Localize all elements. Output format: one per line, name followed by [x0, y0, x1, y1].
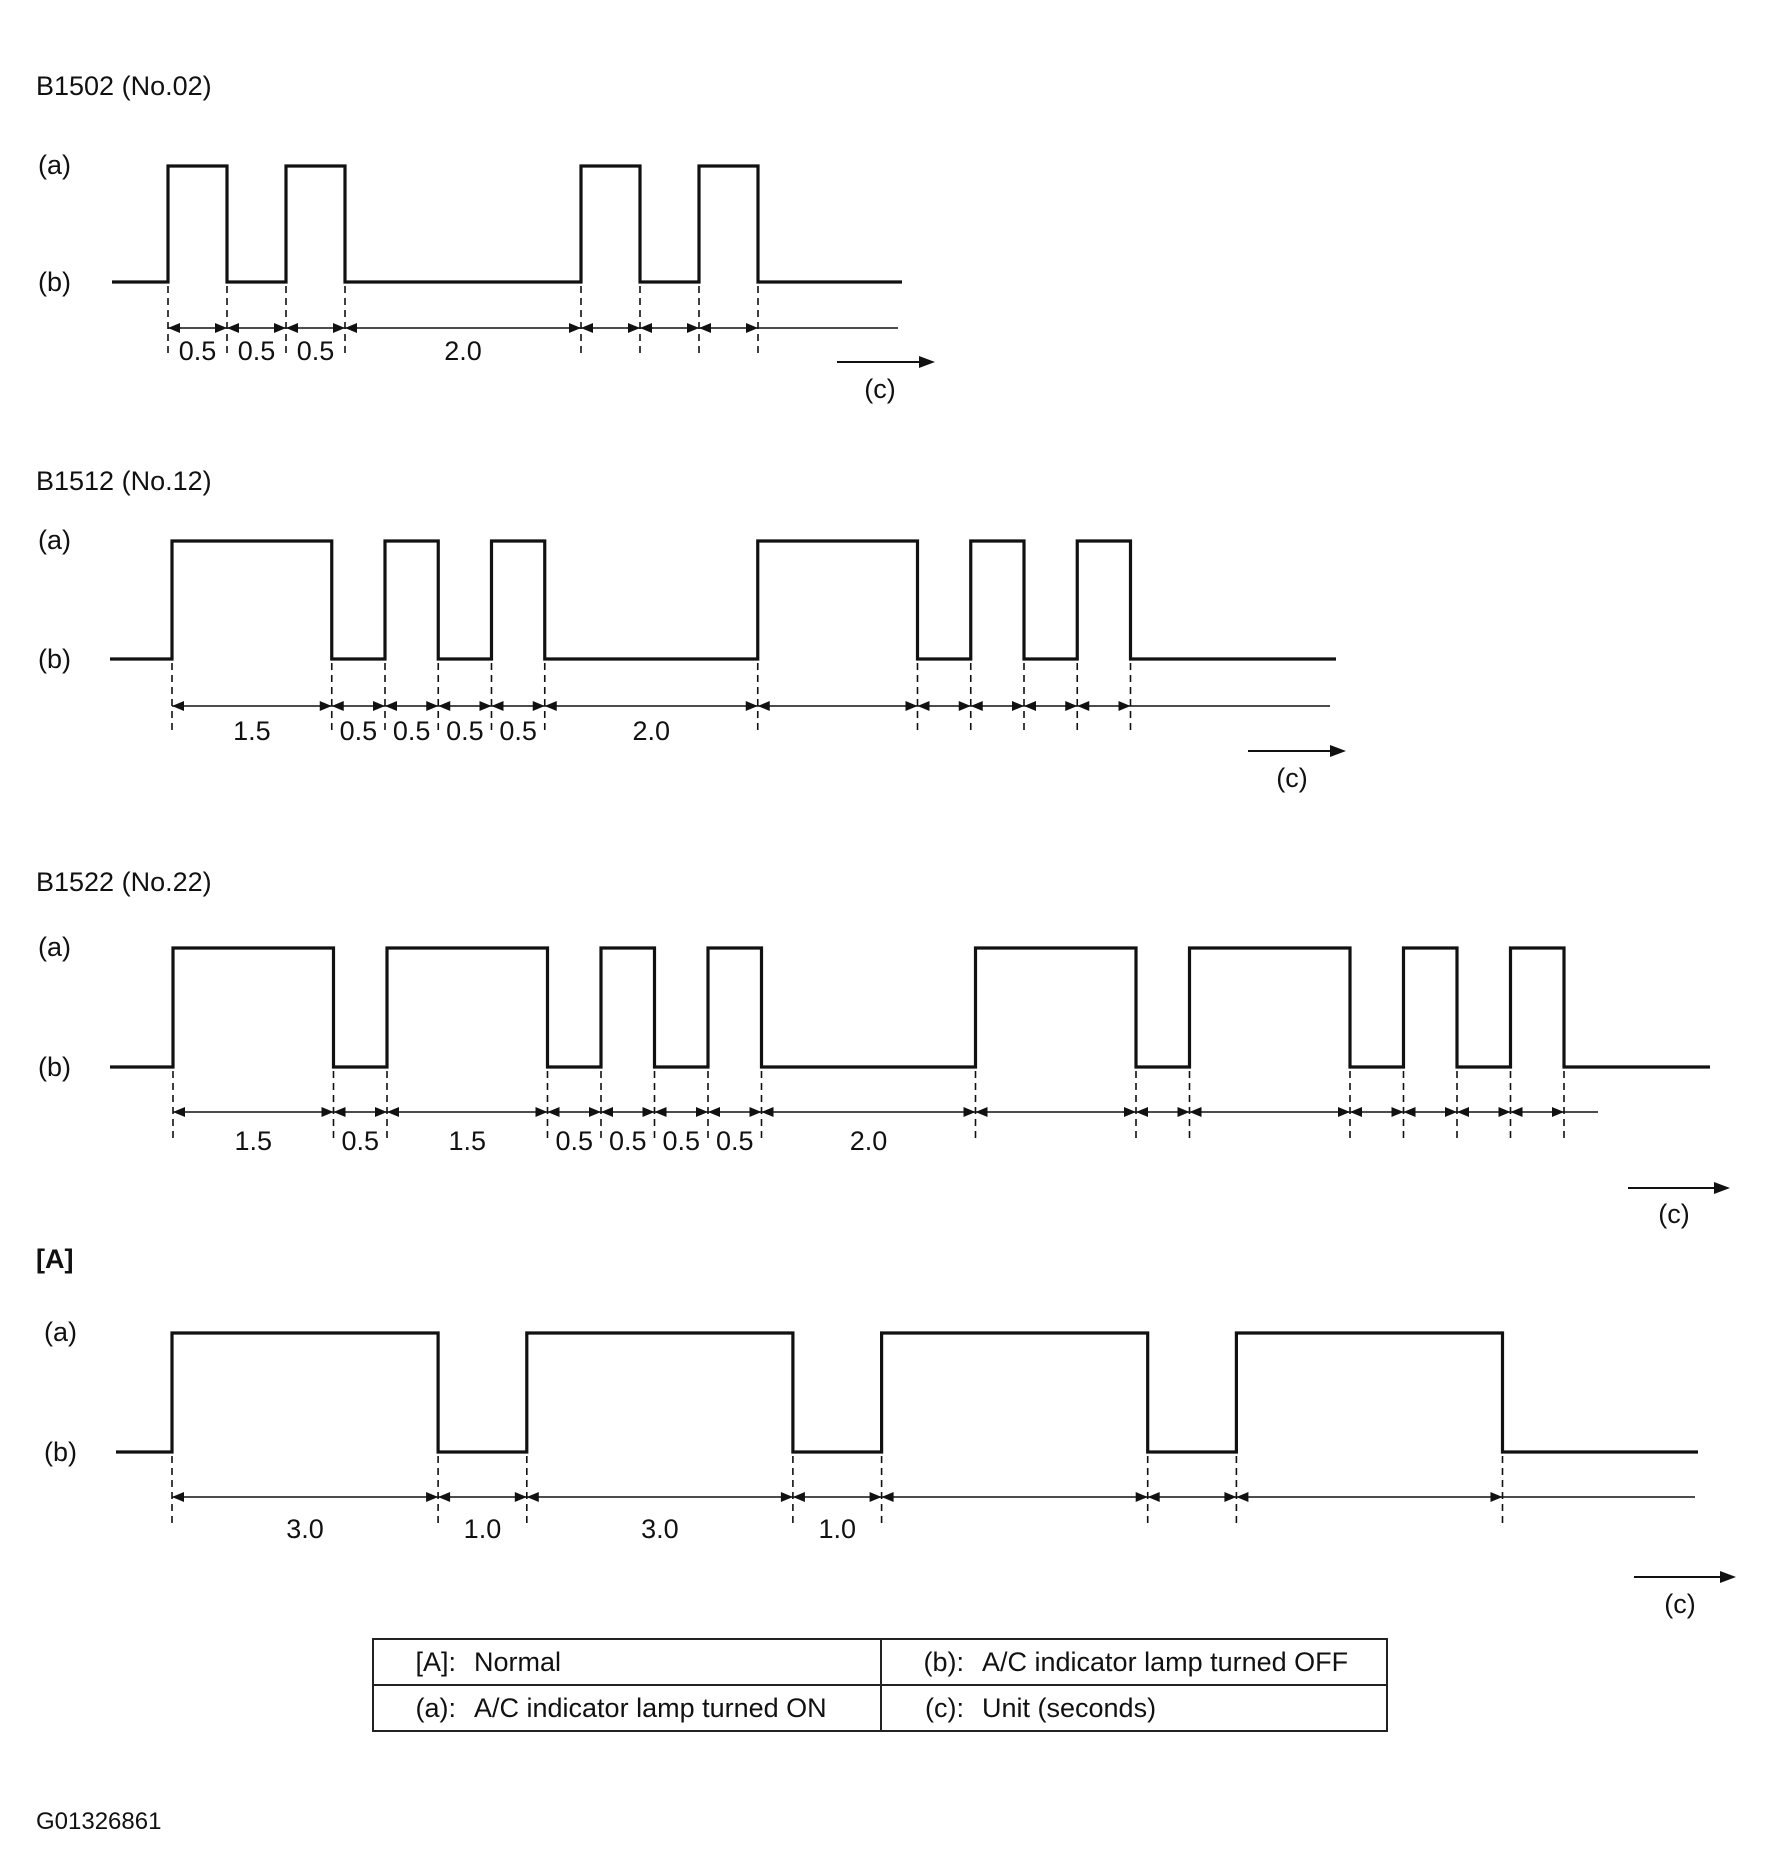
level-label-a: (a)	[38, 525, 71, 555]
duration-value: 1.5	[234, 1126, 273, 1156]
dimension-arrowhead	[1499, 1107, 1511, 1117]
dimension-arrowhead	[1178, 1107, 1190, 1117]
dimension-arrowhead	[215, 323, 227, 333]
level-label-b: (b)	[38, 1052, 71, 1082]
dimension-arrowhead	[426, 1492, 438, 1502]
dimension-arrowhead	[548, 1107, 560, 1117]
dimension-arrowhead	[1124, 1107, 1136, 1117]
time-arrowhead	[1330, 745, 1346, 757]
legend-text: A/C indicator lamp turned ON	[474, 1692, 827, 1723]
dimension-arrowhead	[172, 1492, 184, 1502]
dimension-arrowhead	[1511, 1107, 1523, 1117]
duration-value: 1.5	[448, 1126, 487, 1156]
duration-value: 0.5	[555, 1126, 594, 1156]
dimension-arrowhead	[781, 1492, 793, 1502]
duration-value: 0.5	[392, 716, 431, 746]
signal-waveform	[110, 541, 1336, 659]
dimension-arrowhead	[172, 701, 184, 711]
dimension-arrowhead	[640, 323, 652, 333]
duration-value: 2.0	[849, 1126, 888, 1156]
signal-waveform	[110, 948, 1710, 1067]
dimension-arrowhead	[696, 1107, 708, 1117]
dimension-arrowhead	[426, 701, 438, 711]
legend-cell-off	[881, 1639, 1387, 1685]
unit-label-c: (c)	[1658, 1199, 1690, 1229]
dimension-arrowhead	[589, 1107, 601, 1117]
duration-value: 0.5	[341, 1126, 380, 1156]
dimension-arrowhead	[1445, 1107, 1457, 1117]
level-label-b: (b)	[44, 1437, 77, 1467]
dimension-arrowhead	[1136, 1492, 1148, 1502]
dimension-arrowhead	[1012, 701, 1024, 711]
dimension-arrowhead	[687, 323, 699, 333]
unit-label-c: (c)	[1664, 1589, 1696, 1619]
dimension-arrowhead	[320, 701, 332, 711]
dimension-arrowhead	[373, 701, 385, 711]
dimension-arrowhead	[906, 701, 918, 711]
dimension-arrowhead	[601, 1107, 613, 1117]
dimension-arrowhead	[527, 1492, 539, 1502]
duration-value: 0.5	[499, 716, 537, 746]
dimension-arrowhead	[1119, 701, 1131, 711]
dimension-arrowhead	[333, 323, 345, 333]
dimension-arrowhead	[1392, 1107, 1404, 1117]
legend-cell-unit	[881, 1685, 1387, 1731]
duration-value: 1.0	[463, 1514, 502, 1544]
dimension-arrowhead	[655, 1107, 667, 1117]
legend-row	[373, 1639, 1387, 1685]
signal-waveform	[116, 1333, 1698, 1452]
dimension-arrowhead	[1338, 1107, 1350, 1117]
duration-value: 0.5	[296, 336, 335, 366]
dimension-arrowhead	[322, 1107, 334, 1117]
time-arrowhead	[1720, 1571, 1736, 1583]
legend-key: [A]:	[415, 1646, 456, 1677]
legend-text: Normal	[474, 1646, 562, 1677]
dimension-arrowhead	[750, 1107, 762, 1117]
dimension-arrowhead	[1136, 1107, 1148, 1117]
dimension-arrowhead	[274, 323, 286, 333]
unit-label-c: (c)	[864, 374, 896, 404]
dimension-arrowhead	[762, 1107, 774, 1117]
dimension-arrowhead	[515, 1492, 527, 1502]
dimension-arrowhead	[332, 701, 344, 711]
dimension-arrowhead	[492, 701, 504, 711]
dimension-arrowhead	[581, 323, 593, 333]
level-label-a: (a)	[38, 932, 71, 962]
level-label-b: (b)	[38, 644, 71, 674]
dimension-arrowhead	[545, 701, 557, 711]
panel-title: [A]	[36, 1244, 74, 1274]
dimension-arrowhead	[1148, 1492, 1160, 1502]
dimension-arrowhead	[286, 323, 298, 333]
legend-text: A/C indicator lamp turned OFF	[982, 1646, 1349, 1677]
dimension-arrowhead	[746, 701, 758, 711]
panel-title: B1522 (No.22)	[36, 867, 212, 897]
legend-key: (b):	[923, 1646, 964, 1677]
dimension-arrowhead	[628, 323, 640, 333]
dimension-arrowhead	[1552, 1107, 1564, 1117]
dimension-arrowhead	[1491, 1492, 1503, 1502]
duration-value: 0.5	[608, 1126, 647, 1156]
legend-row	[373, 1685, 1387, 1731]
duration-value: 3.0	[641, 1514, 679, 1544]
duration-value: 3.0	[286, 1514, 324, 1544]
dimension-arrowhead	[1236, 1492, 1248, 1502]
dimension-arrowhead	[438, 1492, 450, 1502]
dimension-arrowhead	[746, 323, 758, 333]
level-label-a: (a)	[44, 1317, 77, 1347]
dimension-arrowhead	[1190, 1107, 1202, 1117]
dimension-arrowhead	[480, 701, 492, 711]
dimension-arrowhead	[227, 323, 239, 333]
figure-code: G01326861	[36, 1808, 162, 1835]
dimension-arrowhead	[1457, 1107, 1469, 1117]
dimension-arrowhead	[643, 1107, 655, 1117]
dimension-arrowhead	[793, 1492, 805, 1502]
duration-value: 0.5	[446, 716, 484, 746]
dimension-arrowhead	[536, 1107, 548, 1117]
dimension-arrowhead	[1024, 701, 1036, 711]
unit-label-c: (c)	[1276, 763, 1308, 793]
dimension-arrowhead	[882, 1492, 894, 1502]
duration-value: 0.5	[339, 716, 378, 746]
dimension-arrowhead	[345, 323, 357, 333]
dimension-arrowhead	[173, 1107, 185, 1117]
dimension-arrowhead	[870, 1492, 882, 1502]
dimension-arrowhead	[1404, 1107, 1416, 1117]
time-arrowhead	[1714, 1182, 1730, 1194]
dimension-arrowhead	[569, 323, 581, 333]
legend-table	[372, 1638, 1388, 1732]
dimension-arrowhead	[334, 1107, 346, 1117]
dimension-arrowhead	[1065, 701, 1077, 711]
duration-value: 0.5	[178, 336, 217, 366]
dimension-arrowhead	[699, 323, 711, 333]
dimension-arrowhead	[387, 1107, 399, 1117]
dimension-arrowhead	[385, 701, 397, 711]
level-label-a: (a)	[38, 150, 71, 180]
duration-value: 0.5	[715, 1126, 754, 1156]
legend-key: (c):	[925, 1692, 964, 1723]
panel-title: B1512 (No.12)	[36, 466, 212, 496]
duration-value: 1.0	[818, 1514, 857, 1544]
duration-value: 1.5	[233, 716, 271, 746]
dimension-arrowhead	[918, 701, 930, 711]
legend-text: Unit (seconds)	[982, 1692, 1157, 1723]
dimension-arrowhead	[1350, 1107, 1362, 1117]
duration-value: 2.0	[632, 716, 671, 746]
legend-cell-normal	[373, 1639, 881, 1685]
dimension-arrowhead	[976, 1107, 988, 1117]
dimension-arrowhead	[758, 701, 770, 711]
dimension-arrowhead	[964, 1107, 976, 1117]
dimension-arrowhead	[959, 701, 971, 711]
duration-value: 0.5	[662, 1126, 701, 1156]
dimension-arrowhead	[168, 323, 180, 333]
legend-key: (a):	[415, 1692, 456, 1723]
dimension-arrowhead	[1077, 701, 1089, 711]
dimension-arrowhead	[708, 1107, 720, 1117]
time-arrowhead	[919, 356, 935, 368]
dimension-arrowhead	[971, 701, 983, 711]
legend-cell-on	[373, 1685, 881, 1731]
duration-value: 0.5	[237, 336, 276, 366]
dimension-arrowhead	[438, 701, 450, 711]
dimension-arrowhead	[1224, 1492, 1236, 1502]
dimension-arrowhead	[533, 701, 545, 711]
level-label-b: (b)	[38, 267, 71, 297]
signal-waveform	[112, 166, 902, 282]
duration-value: 2.0	[444, 336, 482, 366]
dimension-arrowhead	[375, 1107, 387, 1117]
panel-title: B1502 (No.02)	[36, 71, 212, 101]
